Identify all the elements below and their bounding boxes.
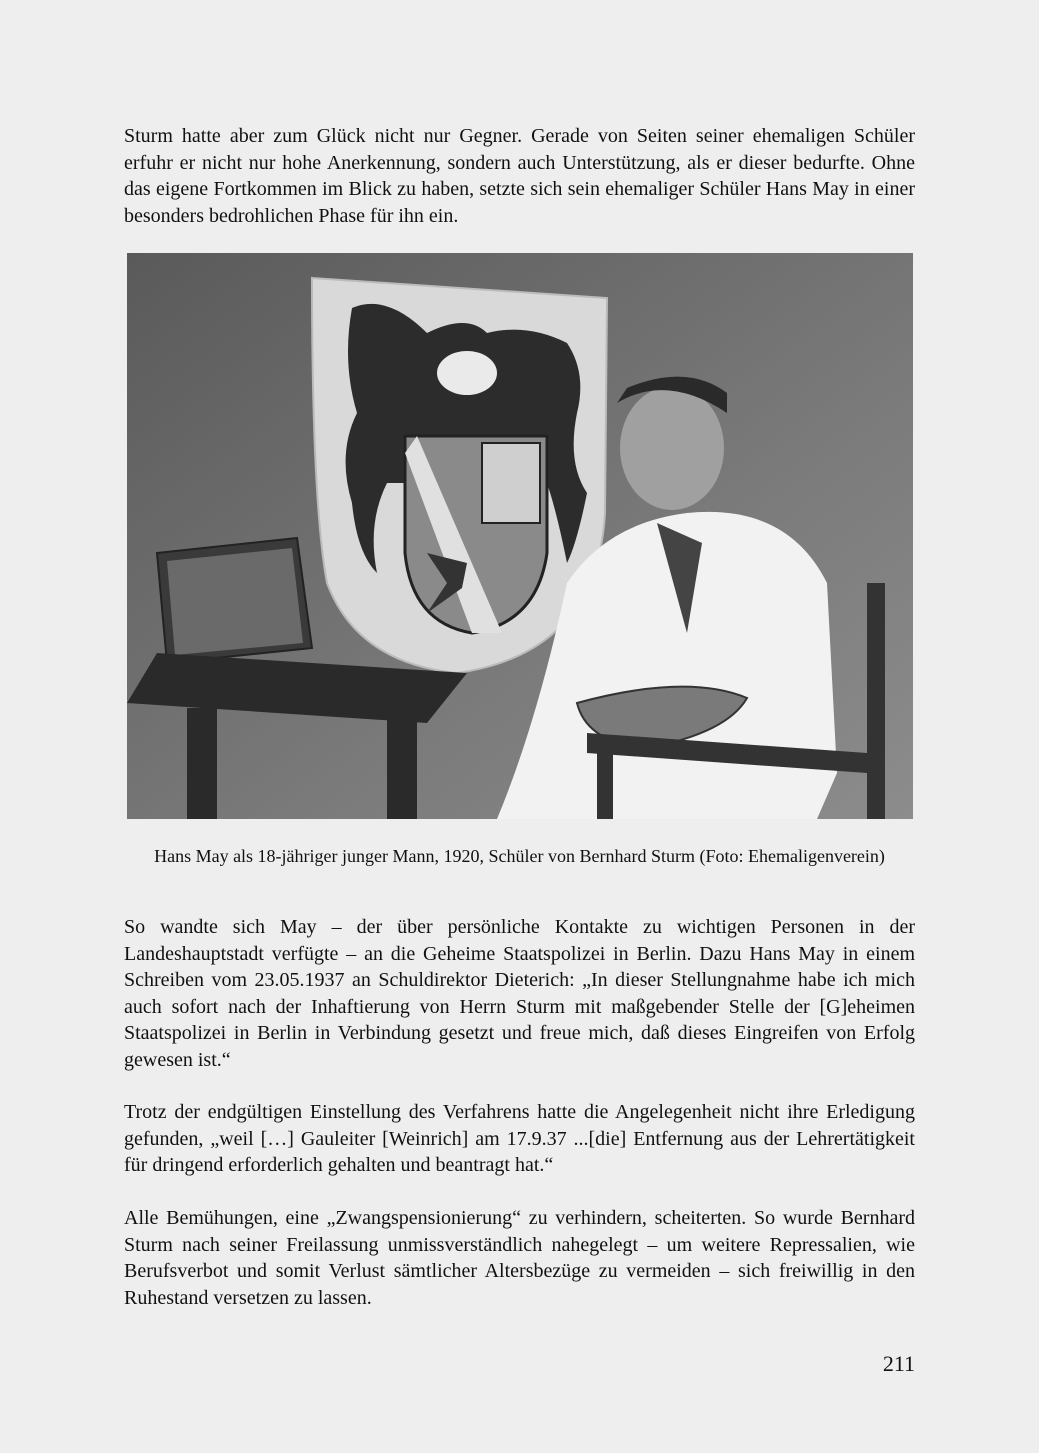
page-number: 211 — [882, 1351, 915, 1376]
paragraph-3: Trotz der endgültigen Einstellung des Verfahrens hatte die Angelegenheit nicht ihre Erledigung gefunden, „weil […] Gauleiter [Weinrich] am 17.9.37 ...[die] Entfernung aus der Lehrertätigkeit für dringend erforderlich gehalten und beantragt hat.“ — [124, 1101, 915, 1176]
photo-caption: Hans May als 18-jähriger junger Mann, 1920, Schüler von Bernhard Sturm (Foto: Ehemaligenverein) — [154, 846, 885, 866]
photo-illustration — [127, 253, 913, 819]
paragraph-2: So wandte sich May – der über persönliche Kontakte zu wichtigen Personen in der Landeshauptstadt verfügte – an die Geheime Staatspolizei in Berlin. Dazu Hans May in einem Schreiben vom 23.05.1937 an Schuldirektor Dieterich: „In dieser Stellungnahme habe ich mich auch sofort nach der Inhaftierung von Herrn Sturm mit maßgebender Stelle der [G]eheimen Staatspolizei in Berlin in Verbindung gesetzt und freue mich, daß dieses Eingreifen von Erfolg gewesen ist.“ — [124, 916, 915, 1071]
paragraph-1: Sturm hatte aber zum Glück nicht nur Gegner. Gerade von Seiten seiner ehemaligen Schüler erfuhr er nicht nur hohe Anerkennung, sondern auch Unterstützung, als er dieser bedurfte. Ohne das eigene Fortkommen im Blick zu haben, setzte sich sein ehemaliger Schüler Hans May in einer besonders bedrohlichen Phase für ihn ein. — [124, 125, 915, 227]
paragraph-4: Alle Bemühungen, eine „Zwangspensionierung“ zu verhindern, scheiterten. So wurde Bernhard Sturm nach seiner Freilassung unmissverständlich nahegelegt – um weitere Repressalien, wie Berufsverbot und somit Verlust sämtlicher Altersbezüge zu vermeiden – sich freiwillig in den Ruhestand versetzen zu lassen. — [124, 1207, 915, 1309]
historical-photo — [127, 253, 913, 819]
